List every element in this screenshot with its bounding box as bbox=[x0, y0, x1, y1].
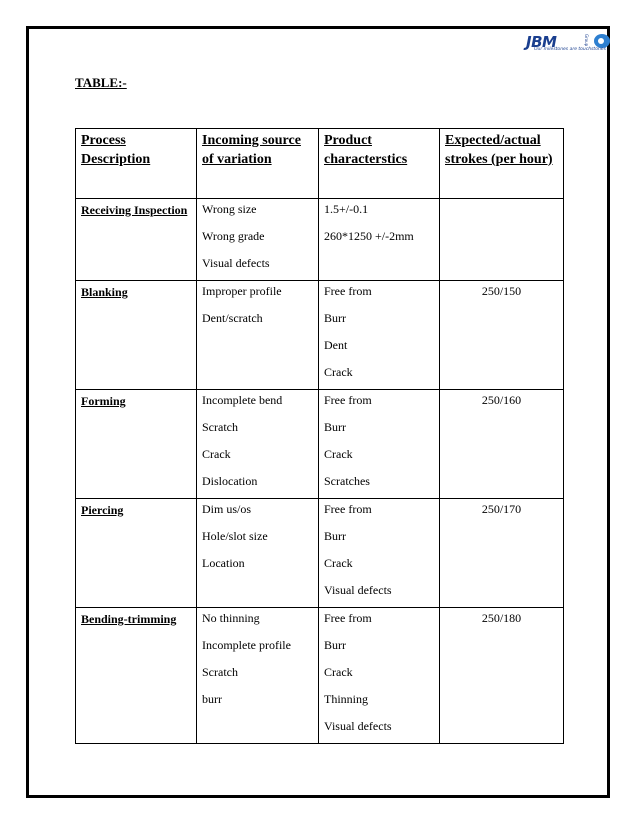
process-name: Piercing bbox=[81, 503, 124, 517]
process-cell bbox=[76, 281, 197, 390]
process-name: Receiving Inspection bbox=[81, 203, 188, 217]
table-heading: TABLE:- bbox=[75, 75, 127, 90]
characteristic-item: Free from bbox=[324, 611, 372, 625]
variation-item: Dent/scratch bbox=[202, 311, 263, 325]
table-row bbox=[76, 499, 564, 608]
characteristic-item: Free from bbox=[324, 393, 372, 407]
table-row bbox=[76, 281, 564, 390]
characteristic-item: Crack bbox=[324, 447, 353, 461]
table-row bbox=[76, 390, 564, 499]
variation-cell bbox=[197, 199, 319, 281]
characteristics-cell bbox=[319, 390, 440, 499]
variation-item: Scratch bbox=[202, 420, 238, 434]
logo-brand: JBM bbox=[526, 33, 557, 51]
variation-item: Incomplete profile bbox=[202, 638, 291, 652]
process-cell bbox=[76, 608, 197, 744]
characteristic-item: Burr bbox=[324, 529, 346, 543]
characteristics-cell bbox=[319, 608, 440, 744]
characteristic-item: Visual defects bbox=[324, 583, 392, 597]
variation-item: Crack bbox=[202, 447, 231, 461]
characteristic-item: Burr bbox=[324, 420, 346, 434]
table-header-row bbox=[76, 129, 564, 199]
variation-item: Dislocation bbox=[202, 474, 258, 488]
variation-item: burr bbox=[202, 692, 222, 706]
variation-item: Dim us/os bbox=[202, 502, 252, 516]
variation-cell bbox=[197, 281, 319, 390]
variation-item: Wrong grade bbox=[202, 229, 265, 243]
strokes-cell: 250/150 bbox=[440, 281, 564, 390]
process-cell bbox=[76, 390, 197, 499]
variation-item: Wrong size bbox=[202, 202, 257, 216]
variation-item: Location bbox=[202, 556, 245, 570]
strokes-cell: 250/170 bbox=[440, 499, 564, 608]
variation-item: Incomplete bend bbox=[202, 393, 283, 407]
characteristic-item: Free from bbox=[324, 502, 372, 516]
process-name: Forming bbox=[81, 394, 126, 408]
table-row bbox=[76, 608, 564, 744]
characteristic-item: Free from bbox=[324, 284, 372, 298]
logo-globe-icon bbox=[594, 34, 610, 48]
characteristic-item: Visual defects bbox=[324, 719, 392, 733]
process-cell bbox=[76, 499, 197, 608]
header-variation: Incoming source of variation bbox=[197, 129, 319, 199]
characteristic-item: Crack bbox=[324, 556, 353, 570]
variation-item: Improper profile bbox=[202, 284, 282, 298]
strokes-cell bbox=[440, 199, 564, 281]
characteristics-cell bbox=[319, 281, 440, 390]
strokes-cell: 250/180 bbox=[440, 608, 564, 744]
characteristic-item: Thinning bbox=[324, 692, 368, 706]
characteristic-item: Burr bbox=[324, 638, 346, 652]
characteristic-item: Dent bbox=[324, 338, 348, 352]
characteristic-item: Crack bbox=[324, 665, 353, 679]
characteristic-item: 1.5+/-0.1 bbox=[324, 202, 369, 216]
characteristic-item: Scratches bbox=[324, 474, 370, 488]
characteristics-cell bbox=[319, 499, 440, 608]
strokes-cell: 250/160 bbox=[440, 390, 564, 499]
header-characteristics: Product characterstics bbox=[319, 129, 440, 199]
header-process: Process Description bbox=[76, 129, 197, 199]
variation-item: No thinning bbox=[202, 611, 260, 625]
process-cell bbox=[76, 199, 197, 281]
variation-item: Visual defects bbox=[202, 256, 270, 270]
process-table bbox=[75, 128, 564, 744]
logo-tagline: Our milestones are touchstones bbox=[534, 47, 606, 52]
header-strokes: Expected/actual strokes (per hour) bbox=[440, 129, 564, 199]
variation-cell bbox=[197, 608, 319, 744]
variation-item: Hole/slot size bbox=[202, 529, 268, 543]
logo-group-text: Group bbox=[584, 34, 589, 47]
characteristics-cell bbox=[319, 199, 440, 281]
variation-cell bbox=[197, 390, 319, 499]
characteristic-item: Crack bbox=[324, 365, 353, 379]
variation-item: Scratch bbox=[202, 665, 238, 679]
process-name: Blanking bbox=[81, 285, 128, 299]
variation-cell bbox=[197, 499, 319, 608]
characteristic-item: Burr bbox=[324, 311, 346, 325]
company-logo bbox=[526, 33, 612, 55]
process-name: Bending-trimming bbox=[81, 612, 177, 626]
characteristic-item: 260*1250 +/-2mm bbox=[324, 229, 414, 243]
table-row bbox=[76, 199, 564, 281]
